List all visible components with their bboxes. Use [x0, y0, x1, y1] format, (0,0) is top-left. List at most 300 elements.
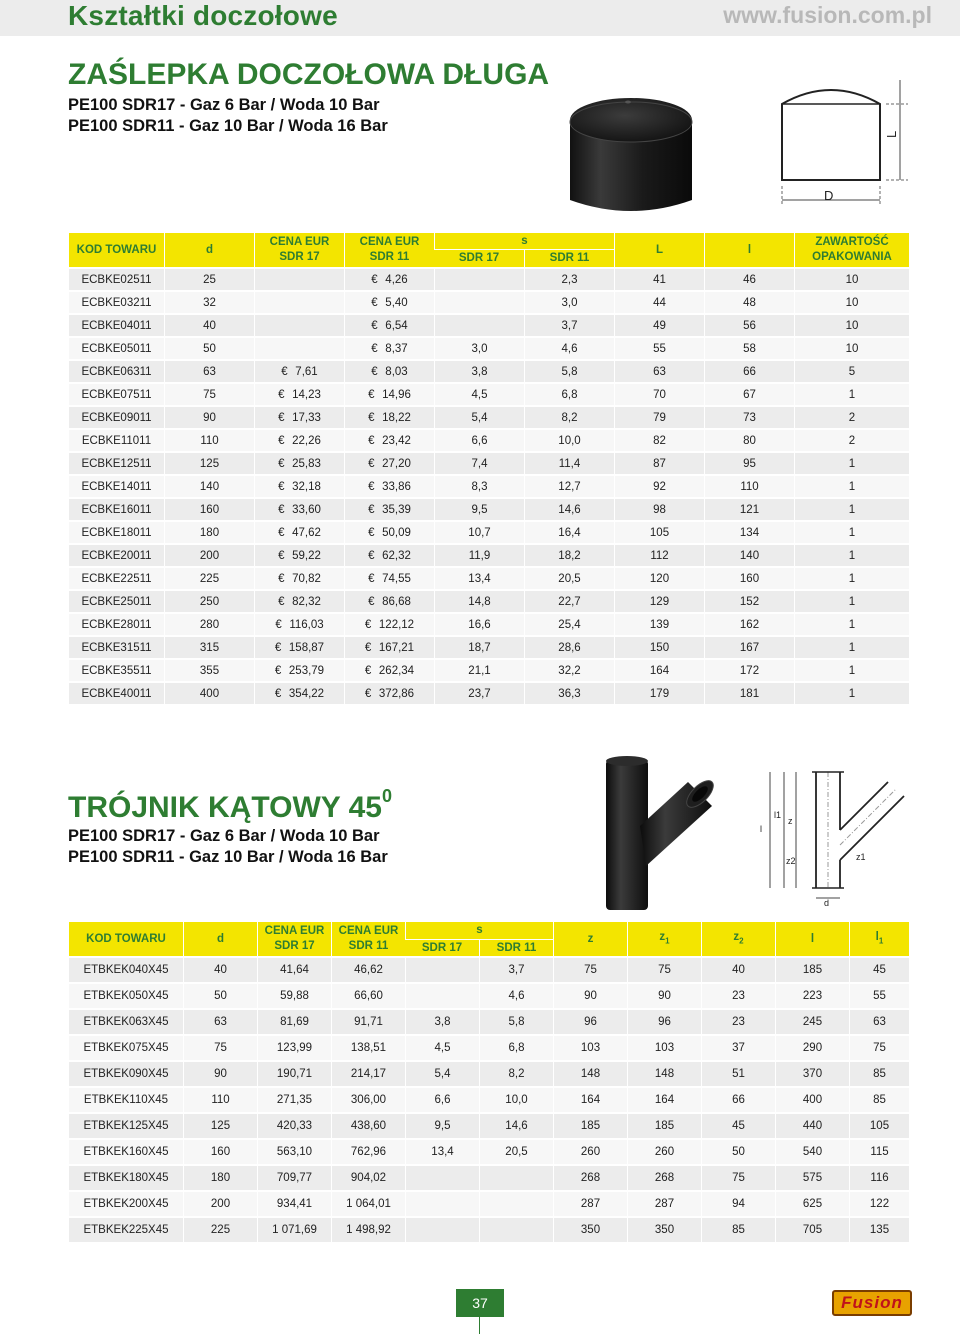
table-cell: 223: [775, 982, 849, 1008]
table-cell: 315: [164, 635, 254, 658]
product-code-cell: ECBKE31511: [69, 635, 164, 658]
currency-symbol: €: [278, 388, 285, 401]
table-cell: 6,8: [524, 382, 614, 405]
product-code-cell: ECBKE40011: [69, 681, 164, 704]
table-cell: 10,0: [479, 1086, 553, 1112]
table-cell: 22,7: [524, 589, 614, 612]
table-cell: 190,71: [257, 1060, 331, 1086]
table-row: [69, 497, 909, 520]
table-cell: 10: [794, 267, 909, 290]
table-cell: 129: [614, 589, 704, 612]
drawing-label-d: d: [824, 898, 830, 908]
table-cell: 103: [627, 1034, 701, 1060]
currency-symbol: €: [278, 434, 285, 447]
table-row: [69, 359, 909, 382]
table-cell: 440: [775, 1112, 849, 1138]
product-code-cell: ECBKE06311: [69, 359, 164, 382]
table-cell: [434, 290, 524, 313]
table-cell: 120: [614, 566, 704, 589]
table-cell: 1: [794, 497, 909, 520]
table-cell: [434, 313, 524, 336]
table-cell: 55: [849, 982, 909, 1008]
table-cell: 1: [794, 658, 909, 681]
product-code-cell: ECBKE14011: [69, 474, 164, 497]
table-cell: 245: [775, 1008, 849, 1034]
col-header-cena-sdr17: CENA EUR SDR 17: [257, 922, 331, 956]
col-header-z: z: [553, 922, 627, 956]
tee-drawing: [756, 768, 910, 908]
table-row: [69, 520, 909, 543]
table-cell: 40: [164, 313, 254, 336]
end-cap-table: [69, 233, 909, 704]
table-cell: 6,6: [434, 428, 524, 451]
drawing-label-D: D: [824, 188, 834, 203]
table-cell: [405, 1190, 479, 1216]
col-header-d: d: [183, 922, 257, 956]
table-cell: [479, 1216, 553, 1242]
table-cell: € 6,54: [344, 313, 434, 336]
product-code-cell: ECBKE16011: [69, 497, 164, 520]
col-header-cena-sdr17: CENA EUR SDR 17: [254, 233, 344, 267]
currency-symbol: €: [278, 595, 285, 608]
table-cell: 3,8: [405, 1008, 479, 1034]
table-cell: 280: [164, 612, 254, 635]
table-cell: 110: [704, 474, 794, 497]
table-cell: € 253,79: [254, 658, 344, 681]
table-cell: € 32,18: [254, 474, 344, 497]
drawing-label-z: z: [788, 816, 793, 826]
website-url[interactable]: www.fusion.com.pl: [723, 2, 932, 28]
table-cell: 4,6: [479, 982, 553, 1008]
col-header-cena-sdr11: CENA EUR SDR 11: [331, 922, 405, 956]
table-cell: 103: [553, 1034, 627, 1060]
section1-title: ZAŚLEPKA DOCZOŁOWA DŁUGA: [68, 58, 550, 91]
table-cell: 110: [183, 1086, 257, 1112]
page-number-stem: [479, 1317, 480, 1334]
table-cell: 400: [164, 681, 254, 704]
currency-symbol: €: [278, 549, 285, 562]
product-code-cell: ETBKEK075X45: [69, 1034, 183, 1060]
table-cell: 25: [164, 267, 254, 290]
table-cell: 904,02: [331, 1164, 405, 1190]
product-code-cell: ECBKE22511: [69, 566, 164, 589]
table-cell: 11,9: [434, 543, 524, 566]
table-row: [69, 1008, 909, 1034]
col-header-kod: KOD TOWARU: [69, 233, 164, 267]
table-cell: 92: [614, 474, 704, 497]
product-code-cell: ETBKEK225X45: [69, 1216, 183, 1242]
table-cell: 63: [183, 1008, 257, 1034]
table-cell: 250: [164, 589, 254, 612]
table-cell: 934,41: [257, 1190, 331, 1216]
table-cell: 46,62: [331, 956, 405, 982]
table-cell: € 50,09: [344, 520, 434, 543]
product-code-cell: ECBKE35511: [69, 658, 164, 681]
table-cell: 4,5: [405, 1034, 479, 1060]
table-cell: 116: [849, 1164, 909, 1190]
table-cell: € 17,33: [254, 405, 344, 428]
table-cell: 18,7: [434, 635, 524, 658]
table-cell: 1 498,92: [331, 1216, 405, 1242]
table-cell: 90: [627, 982, 701, 1008]
table-cell: 1: [794, 543, 909, 566]
table-cell: [434, 267, 524, 290]
table-cell: 2,3: [524, 267, 614, 290]
product-code-cell: ECBKE25011: [69, 589, 164, 612]
currency-symbol: €: [275, 618, 282, 631]
header-bar: [0, 0, 960, 36]
table-cell: 48: [704, 290, 794, 313]
table-cell: 2: [794, 405, 909, 428]
product-code-cell: ETBKEK160X45: [69, 1138, 183, 1164]
table-cell: 5,8: [479, 1008, 553, 1034]
table-cell: 16,6: [434, 612, 524, 635]
table-cell: 1: [794, 589, 909, 612]
section1-subtitle2: PE100 SDR11 - Gaz 10 Bar / Woda 16 Bar: [68, 117, 388, 135]
table-row: [69, 1216, 909, 1242]
table-cell: 1 064,01: [331, 1190, 405, 1216]
table-cell: 125: [183, 1112, 257, 1138]
table-cell: € 22,26: [254, 428, 344, 451]
table-row: [69, 428, 909, 451]
table-cell: 14,8: [434, 589, 524, 612]
table-cell: 268: [627, 1164, 701, 1190]
table-cell: 400: [775, 1086, 849, 1112]
table-cell: 21,1: [434, 658, 524, 681]
drawing-label-z2: z2: [786, 856, 796, 866]
table-row: [69, 382, 909, 405]
table-cell: 112: [614, 543, 704, 566]
end-cap-drawing: [776, 74, 910, 212]
table-cell: 7,4: [434, 451, 524, 474]
drawing-label-z1: z1: [856, 852, 866, 862]
table-cell: 87: [614, 451, 704, 474]
table-row: [69, 543, 909, 566]
table-cell: 55: [614, 336, 704, 359]
table-cell: 152: [704, 589, 794, 612]
product-code-cell: ETBKEK180X45: [69, 1164, 183, 1190]
table-cell: 96: [553, 1008, 627, 1034]
table-cell: 271,35: [257, 1086, 331, 1112]
table-cell: 134: [704, 520, 794, 543]
table-cell: 50: [183, 982, 257, 1008]
currency-symbol: €: [371, 296, 378, 309]
product-code-cell: ECBKE05011: [69, 336, 164, 359]
table-cell: € 47,62: [254, 520, 344, 543]
table-cell: 5,4: [434, 405, 524, 428]
table-row: [69, 290, 909, 313]
table-cell: 1: [794, 382, 909, 405]
currency-symbol: €: [368, 457, 375, 470]
col-header-l: l: [704, 233, 794, 267]
table-cell: 420,33: [257, 1112, 331, 1138]
table-cell: 355: [164, 658, 254, 681]
table-cell: 160: [164, 497, 254, 520]
table-row: [69, 1164, 909, 1190]
table-cell: 135: [849, 1216, 909, 1242]
table-cell: 287: [553, 1190, 627, 1216]
table-row: [69, 658, 909, 681]
table-cell: 3,0: [434, 336, 524, 359]
table-row: [69, 313, 909, 336]
currency-symbol: €: [278, 480, 285, 493]
table-cell: 75: [701, 1164, 775, 1190]
table-cell: 96: [627, 1008, 701, 1034]
table-cell: 5,8: [524, 359, 614, 382]
currency-symbol: €: [368, 595, 375, 608]
table-cell: 50: [701, 1138, 775, 1164]
table-cell: [405, 982, 479, 1008]
table-cell: 1 071,69: [257, 1216, 331, 1242]
page-number: 37: [456, 1289, 504, 1317]
table-cell: 2: [794, 428, 909, 451]
table-row: [69, 336, 909, 359]
col-header-s-sdr17: SDR 17: [405, 940, 479, 956]
table-cell: € 158,87: [254, 635, 344, 658]
table-cell: € 5,40: [344, 290, 434, 313]
table-cell: 40: [183, 956, 257, 982]
col-header-l1: $l_1$: [849, 922, 909, 956]
table-cell: 200: [183, 1190, 257, 1216]
table-cell: 66: [704, 359, 794, 382]
product-code-cell: ECBKE28011: [69, 612, 164, 635]
table-cell: 160: [183, 1138, 257, 1164]
table-cell: 290: [775, 1034, 849, 1060]
table-cell: 709,77: [257, 1164, 331, 1190]
table-row: [69, 612, 909, 635]
table-cell: [254, 267, 344, 290]
table-cell: 44: [614, 290, 704, 313]
table-cell: € 33,86: [344, 474, 434, 497]
table-cell: 185: [553, 1112, 627, 1138]
currency-symbol: €: [364, 641, 372, 654]
table-cell: € 8,03: [344, 359, 434, 382]
table-cell: [254, 313, 344, 336]
table-cell: [405, 1164, 479, 1190]
table-cell: 63: [614, 359, 704, 382]
table-cell: 1: [794, 520, 909, 543]
product-code-cell: ETBKEK110X45: [69, 1086, 183, 1112]
table-cell: 762,96: [331, 1138, 405, 1164]
currency-symbol: €: [278, 411, 285, 424]
table-row: [69, 1190, 909, 1216]
table-cell: € 86,68: [344, 589, 434, 612]
table-cell: € 74,55: [344, 566, 434, 589]
table-cell: 10: [794, 313, 909, 336]
section1-subtitle1: PE100 SDR17 - Gaz 6 Bar / Woda 10 Bar: [68, 96, 380, 114]
table-cell: 105: [614, 520, 704, 543]
table-cell: 164: [614, 658, 704, 681]
product-code-cell: ETBKEK040X45: [69, 956, 183, 982]
table-cell: 51: [701, 1060, 775, 1086]
table-cell: 75: [553, 956, 627, 982]
col-header-L: L: [614, 233, 704, 267]
table-cell: 75: [164, 382, 254, 405]
table-cell: 85: [849, 1086, 909, 1112]
product-code-cell: ECBKE07511: [69, 382, 164, 405]
product-code-cell: ECBKE12511: [69, 451, 164, 474]
table-cell: 225: [164, 566, 254, 589]
table-row: [69, 681, 909, 704]
product-code-cell: ETBKEK200X45: [69, 1190, 183, 1216]
table-cell: 4,6: [524, 336, 614, 359]
table-cell: 66: [701, 1086, 775, 1112]
table-cell: 14,6: [479, 1112, 553, 1138]
table-cell: 260: [553, 1138, 627, 1164]
fusion-logo: Fusion: [832, 1290, 912, 1316]
table-row: [69, 267, 909, 290]
product-code-cell: ECBKE11011: [69, 428, 164, 451]
table-cell: 56: [704, 313, 794, 336]
col-header-z2: $z_2$: [701, 922, 775, 956]
currency-symbol: €: [371, 319, 378, 332]
product-code-cell: ETBKEK050X45: [69, 982, 183, 1008]
table-row: [69, 451, 909, 474]
table-cell: 180: [183, 1164, 257, 1190]
table-cell: 70: [614, 382, 704, 405]
table-cell: 148: [627, 1060, 701, 1086]
table-cell: 90: [183, 1060, 257, 1086]
currency-symbol: €: [364, 664, 372, 677]
currency-symbol: €: [371, 365, 378, 378]
table-cell: 14,6: [524, 497, 614, 520]
table-cell: 32: [164, 290, 254, 313]
table-cell: 563,10: [257, 1138, 331, 1164]
col-header-s-sdr17: SDR 17: [434, 250, 524, 267]
table-cell: [254, 290, 344, 313]
table-row: [69, 589, 909, 612]
table-cell: 75: [849, 1034, 909, 1060]
table-cell: 73: [704, 405, 794, 428]
table-row: [69, 956, 909, 982]
col-header-s: s: [405, 922, 553, 940]
table-cell: 23: [701, 982, 775, 1008]
table-cell: 75: [183, 1034, 257, 1060]
drawing-label-L: L: [884, 130, 899, 138]
currency-symbol: €: [274, 664, 282, 677]
table-cell: 225: [183, 1216, 257, 1242]
table-cell: € 62,32: [344, 543, 434, 566]
table-cell: 8,2: [524, 405, 614, 428]
currency-symbol: €: [371, 342, 378, 355]
table-cell: [405, 1216, 479, 1242]
col-header-cena-sdr11: CENA EUR SDR 11: [344, 233, 434, 267]
col-header-z1: $z_1$: [627, 922, 701, 956]
col-header-s: s: [434, 233, 614, 250]
table-cell: 3,8: [434, 359, 524, 382]
table-cell: € 33,60: [254, 497, 344, 520]
table-row: [69, 1034, 909, 1060]
table-cell: 49: [614, 313, 704, 336]
table-cell: 94: [701, 1190, 775, 1216]
table-cell: 200: [164, 543, 254, 566]
product-code-cell: ECBKE04011: [69, 313, 164, 336]
table-row: [69, 1138, 909, 1164]
table-cell: 20,5: [524, 566, 614, 589]
table-cell: [479, 1164, 553, 1190]
table-cell: € 23,42: [344, 428, 434, 451]
table-cell: 66,60: [331, 982, 405, 1008]
table-cell: 10,0: [524, 428, 614, 451]
table-cell: 85: [701, 1216, 775, 1242]
table-cell: € 4,26: [344, 267, 434, 290]
currency-symbol: €: [368, 526, 375, 539]
table-cell: 95: [704, 451, 794, 474]
product-code-cell: ETBKEK125X45: [69, 1112, 183, 1138]
col-header-l: l: [775, 922, 849, 956]
table-cell: 16,4: [524, 520, 614, 543]
table-cell: 162: [704, 612, 794, 635]
currency-symbol: €: [278, 526, 285, 539]
table-cell: 138,51: [331, 1034, 405, 1060]
table-cell: 45: [701, 1112, 775, 1138]
currency-symbol: €: [371, 273, 378, 286]
table-cell: 10,7: [434, 520, 524, 543]
table-cell: 122: [849, 1190, 909, 1216]
table-cell: 91,71: [331, 1008, 405, 1034]
currency-symbol: €: [368, 434, 375, 447]
tee-table: [69, 922, 909, 1242]
table-cell: 350: [627, 1216, 701, 1242]
table-cell: 179: [614, 681, 704, 704]
table-cell: 185: [627, 1112, 701, 1138]
table-row: [69, 1086, 909, 1112]
table-cell: 185: [775, 956, 849, 982]
table-cell: 105: [849, 1112, 909, 1138]
table-cell: 350: [553, 1216, 627, 1242]
table-cell: € 354,22: [254, 681, 344, 704]
table-cell: 181: [704, 681, 794, 704]
currency-symbol: €: [274, 641, 282, 654]
table-cell: € 35,39: [344, 497, 434, 520]
table-cell: 180: [164, 520, 254, 543]
currency-symbol: €: [368, 388, 375, 401]
table-cell: € 70,82: [254, 566, 344, 589]
table-cell: € 59,22: [254, 543, 344, 566]
table-row: [69, 474, 909, 497]
table-cell: 63: [164, 359, 254, 382]
table-cell: € 262,34: [344, 658, 434, 681]
table-cell: 110: [164, 428, 254, 451]
col-header-kod: KOD TOWARU: [69, 922, 183, 956]
table-cell: 85: [849, 1060, 909, 1086]
table-cell: 90: [164, 405, 254, 428]
table-cell: € 7,61: [254, 359, 344, 382]
table-cell: 82: [614, 428, 704, 451]
currency-symbol: €: [364, 618, 372, 631]
table-cell: 140: [704, 543, 794, 566]
table-cell: 81,69: [257, 1008, 331, 1034]
table-cell: 121: [704, 497, 794, 520]
table-cell: 9,5: [434, 497, 524, 520]
table-cell: 625: [775, 1190, 849, 1216]
product-code-cell: ECBKE18011: [69, 520, 164, 543]
drawing-label-l1: l1: [774, 810, 782, 820]
table-cell: 214,17: [331, 1060, 405, 1086]
table-cell: 139: [614, 612, 704, 635]
table-cell: 28,6: [524, 635, 614, 658]
table-cell: 41,64: [257, 956, 331, 982]
table-cell: 58: [704, 336, 794, 359]
table-cell: 13,4: [434, 566, 524, 589]
table-cell: 370: [775, 1060, 849, 1086]
currency-symbol: €: [274, 687, 282, 700]
table-cell: [254, 336, 344, 359]
section2-subtitle1: PE100 SDR17 - Gaz 6 Bar / Woda 10 Bar: [68, 827, 380, 845]
end-cap-photo: [560, 92, 702, 220]
table-cell: 5: [794, 359, 909, 382]
currency-symbol: €: [368, 549, 375, 562]
